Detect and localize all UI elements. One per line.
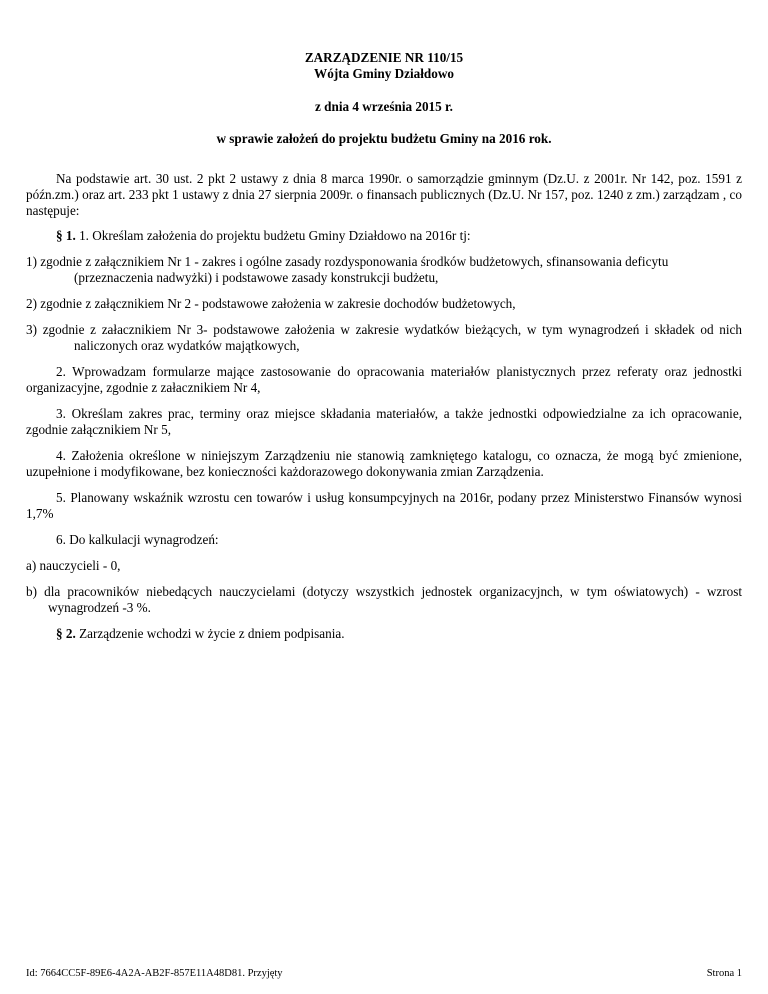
section-1-paragraph [26,228,742,244]
document-body [26,171,742,652]
paragraph-5: 5. Planowany wskaźnik wzrostu cen towarów i usług konsumpcyjnych na 2016r, podany przez Ministerstwo Finansów wynosi 1,7% [26,490,742,521]
document-issuer: Wójta Gminy Działdowo [314,66,454,81]
paragraph-6: 6. Do kalkulacji wynagrodzeń: [56,532,219,547]
paragraph-2: 2. Wprowadzam formularze mające zastosowanie do opracowania materiałów planistycznych przez referaty oraz jednostki organizacyjne, zgodnie z załacznikiem Nr 4, [26,364,742,395]
section-1-mark: § 1. [56,228,76,243]
document-id-footer: Id: 7664CC5F-89E6-4A2A-AB2F-857E11A48D81. Przyjęty [26,968,283,979]
sub-item-b: b) dla pracowników niebedących nauczycielami (dotyczy wszystkich jednostek organizacyjnch, w tym oświatowych) - wzrost wynagrodzeń -3 %. [26,584,742,615]
sub-item-a: a) nauczycieli - 0, [26,558,121,573]
list-item-2: 2) zgodnie z załącznikiem Nr 2 - podstawowe założenia w zakresie dochodów budżetowych, [26,296,516,311]
document-title: ZARZĄDZENIE NR 110/15 [304,50,464,65]
paragraph-3: 3. Określam zakres prac, terminy oraz miejsce składania materiałów, a także jednostki odpowiedzialne za ich opracowanie, zgodnie załącznikiem Nr 5, [26,406,742,437]
page-number: Strona 1 [706,968,742,979]
section-2-mark: § 2. [56,626,76,641]
paragraph-4: 4. Założenia określone w niniejszym Zarządzeniu nie stanowią zamkniętego katalogu, co oznacza, że mogą być zmienione, uzupełnione i modyfikowane, bez konieczności każdorazowego dokonywania zmian Zarządzenia. [26,448,742,479]
preamble-paragraph: Na podstawie art. 30 ust. 2 pkt 2 ustawy z dnia 8 marca 1990r. o samorządzie gminnym (Dz.U. z 2001r. Nr 142, poz. 1591 z późn.zm.) oraz art. 233 pkt 1 ustawy z dnia 27 sierpnia 2009r. o finansach publicznych (Dz.U. Nr 157, poz. 1240 z zm.) zarządzam , co następuje: [26,171,742,218]
section-2-paragraph [26,626,742,642]
section-2-text: Zarządzenie wchodzi w życie z dniem podpisania. [75,626,345,641]
list-item-1: 1) zgodnie z załącznikiem Nr 1 - zakres i ogólne zasady rozdysponowania środków budżetowych, sfinansowania deficytu (przeznaczenia nadwyżki) i podstawowe zasady konstrukcji budżetu, [26,254,669,285]
list-item-3: 3) zgodnie z załacznikiem Nr 3- podstawowe założenia w zakresie wydatków bieżących, w tym wynagrodzeń i składek od nich naliczonych oraz wydatków majątkowych, [26,322,742,353]
section-1-text: 1. Określam założenia do projektu budżetu Gminy Działdowo na 2016r tj: [75,228,471,243]
document-date: z dnia 4 września 2015 r. [315,99,453,114]
document-subject: w sprawie założeń do projektu budżetu Gminy na 2016 rok. [216,131,552,146]
